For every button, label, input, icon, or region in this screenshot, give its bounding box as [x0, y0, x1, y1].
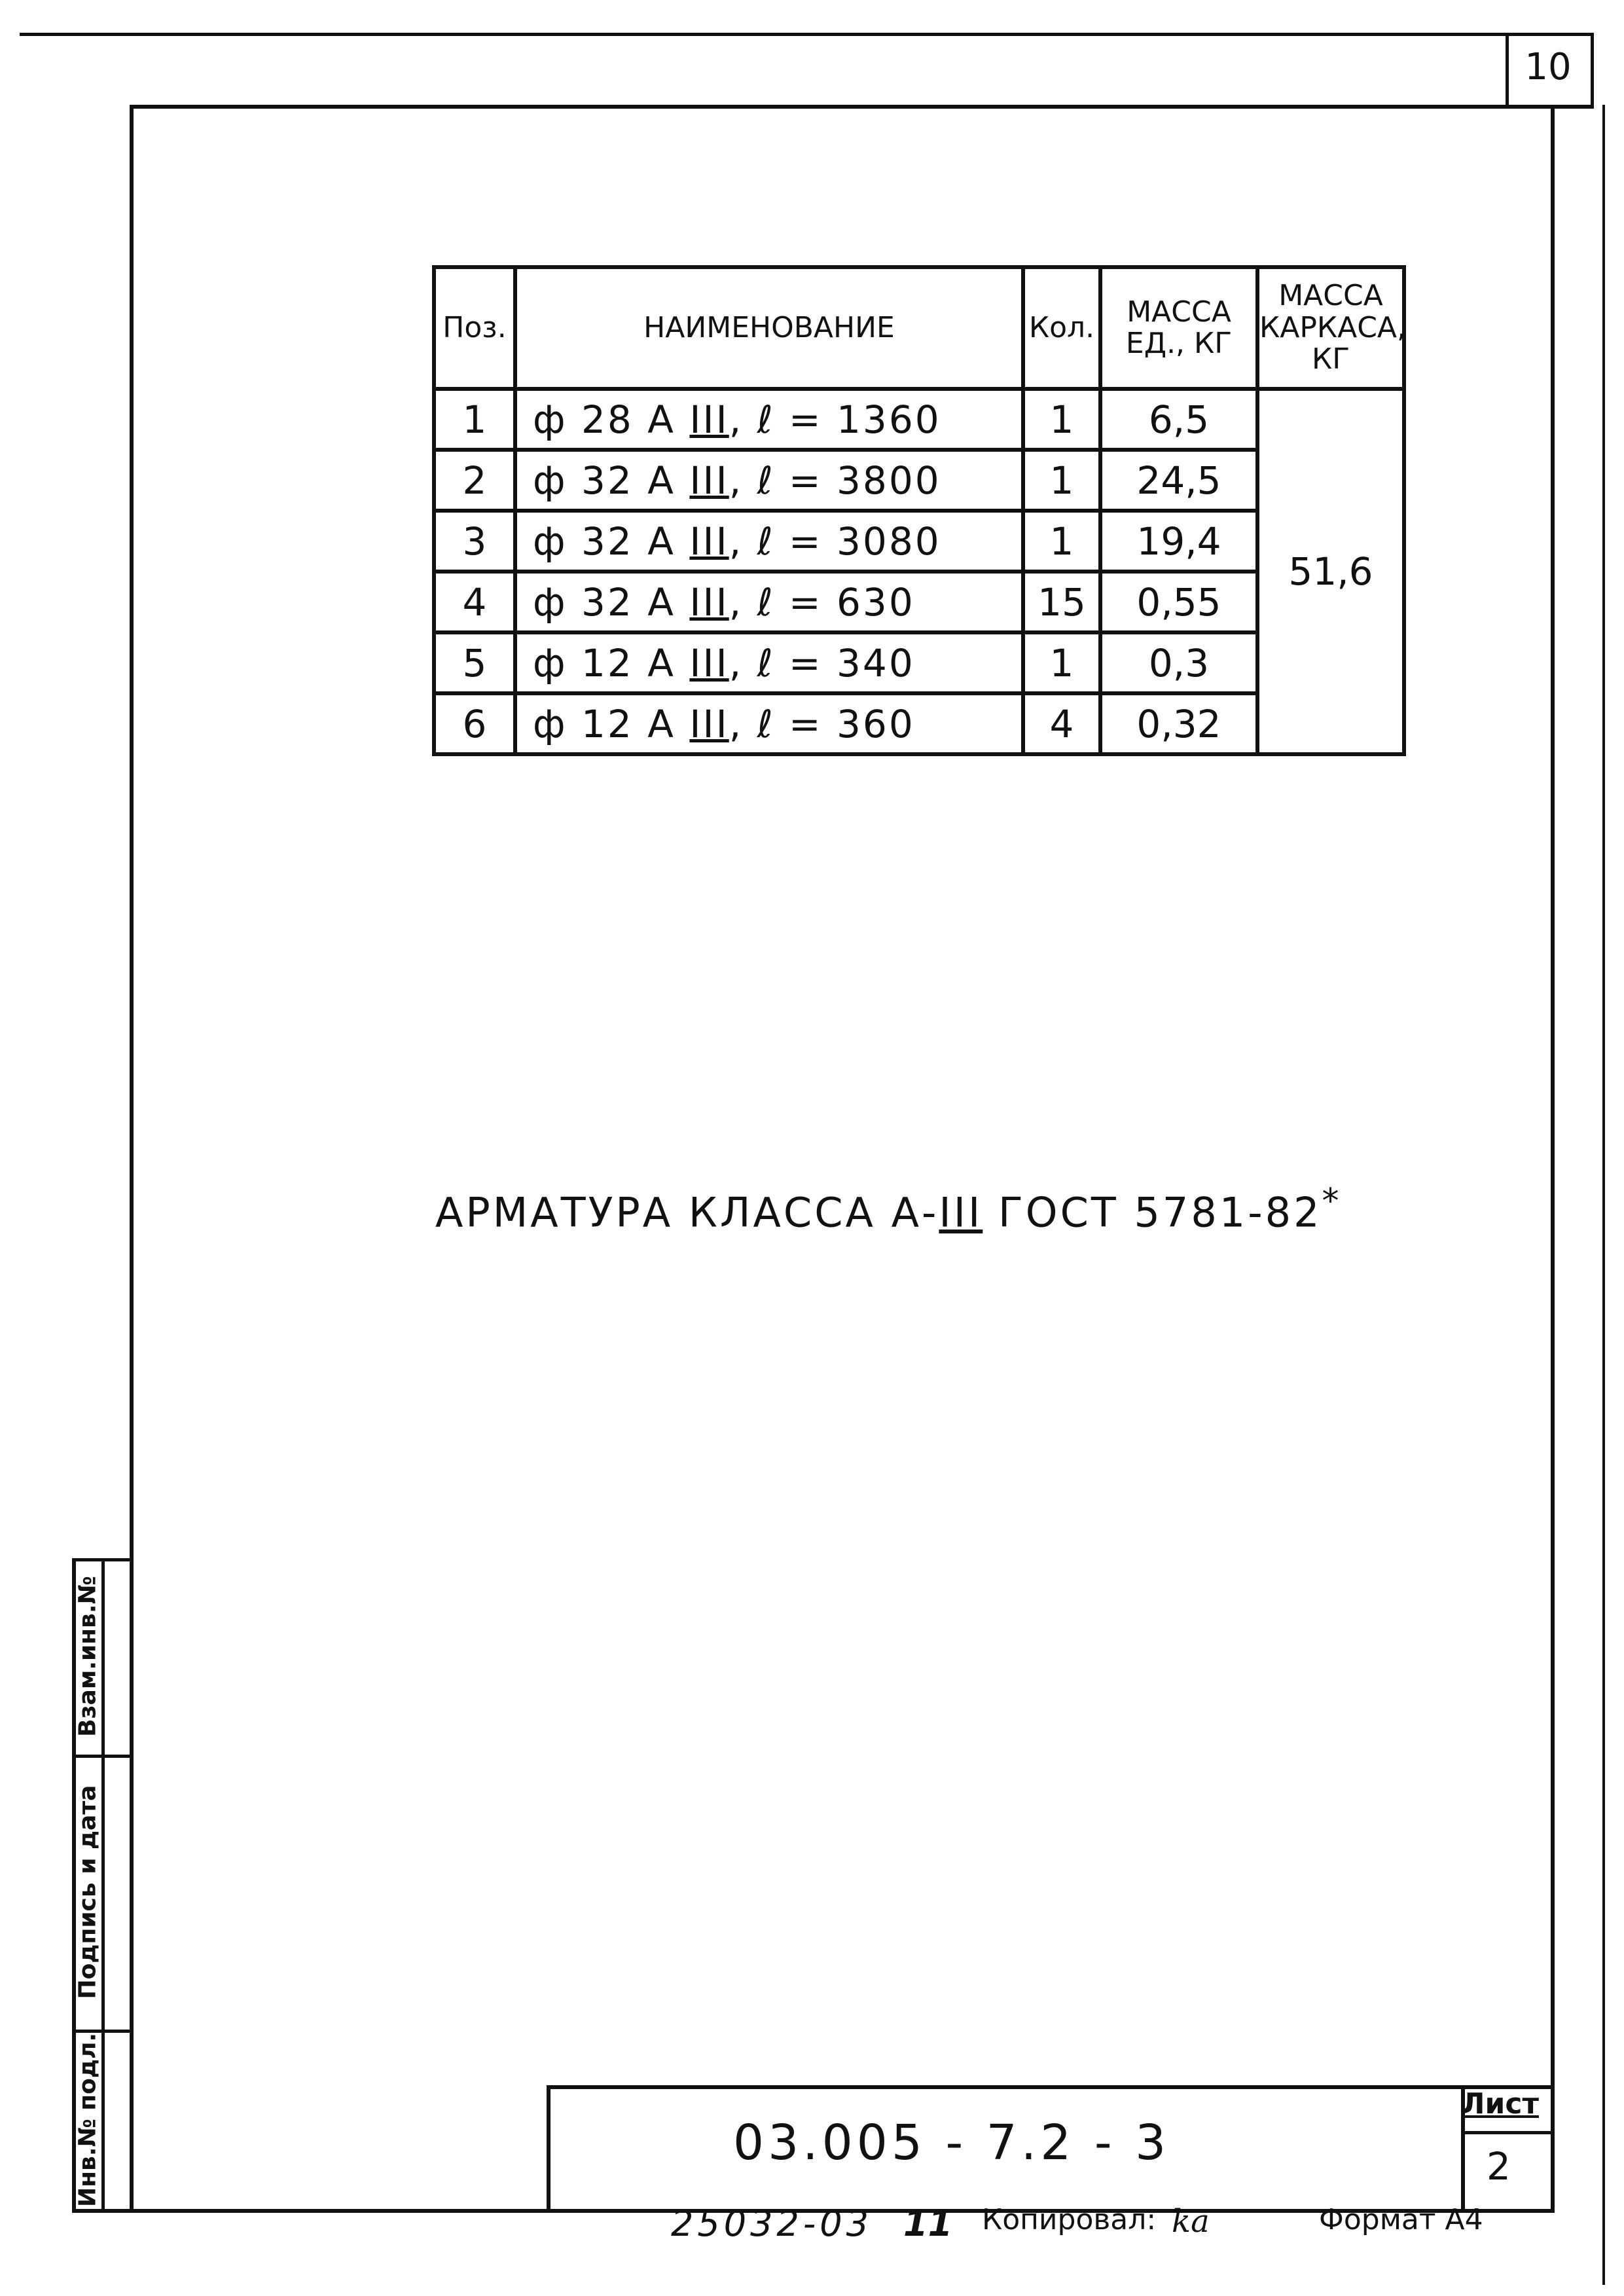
cell-qty: 4 [1023, 693, 1100, 754]
sidebar-sep-1 [72, 1755, 134, 1758]
cell-unit-mass: 24,5 [1100, 450, 1257, 511]
specification-table [432, 265, 1406, 756]
cell-pos: 1 [434, 389, 515, 450]
steel-grade: III [689, 397, 729, 442]
cell-name [515, 389, 1023, 450]
cell-pos: 6 [434, 693, 515, 754]
bar-spec: ф 32 А [533, 458, 690, 503]
cell-qty: 1 [1023, 511, 1100, 572]
steel-grade: III [689, 519, 729, 564]
steel-grade: III [689, 579, 729, 625]
title-block-left [547, 2085, 550, 2213]
bar-length: , ℓ = 3800 [729, 458, 941, 503]
footer-order-number: 25032-03 [671, 2203, 873, 2244]
steel-grade: III [689, 640, 729, 685]
frame-right [1551, 105, 1555, 2213]
bar-spec: ф 32 А [533, 579, 690, 625]
header-pos: Поз. [434, 267, 515, 389]
cell-qty: 15 [1023, 572, 1100, 632]
sheet-number: 2 [1487, 2144, 1511, 2189]
document-number: 03.005 - 7.2 - 3 [733, 2115, 1170, 2171]
cell-name [515, 511, 1023, 572]
bar-length: , ℓ = 3080 [729, 519, 941, 564]
outer-right-line [1602, 105, 1605, 2285]
steel-grade: III [689, 701, 729, 746]
cell-qty: 1 [1023, 450, 1100, 511]
bar-spec: ф 28 А [533, 397, 690, 442]
sidebar-divider [101, 1558, 105, 2213]
note-standard: ГОСТ 5781-82 [983, 1188, 1322, 1237]
footer-copier-signature: ka [1172, 2203, 1210, 2240]
title-block-top [547, 2085, 1555, 2089]
cell-pos: 5 [434, 632, 515, 693]
header-qty: Кол. [1023, 267, 1100, 389]
title-block-sheet-sep [1461, 2131, 1555, 2134]
cell-name [515, 693, 1023, 754]
note-steel-grade: III [939, 1188, 983, 1237]
sidebar-top [72, 1558, 134, 1561]
bar-spec: ф 12 А [533, 701, 690, 746]
cell-unit-mass: 0,55 [1100, 572, 1257, 632]
cell-qty: 1 [1023, 632, 1100, 693]
top-border-line [20, 33, 1594, 36]
bar-length: , ℓ = 630 [729, 579, 915, 625]
page-number: 10 [1525, 46, 1572, 88]
frame-top [130, 105, 1594, 109]
cell-pos: 2 [434, 450, 515, 511]
page-number-box-right [1591, 33, 1594, 105]
footer-mark: 11 [903, 2203, 953, 2244]
steel-grade: III [689, 458, 729, 503]
cell-unit-mass: 0,3 [1100, 632, 1257, 693]
cell-frame-mass: 51,6 [1257, 389, 1404, 754]
cell-qty: 1 [1023, 389, 1100, 450]
cell-unit-mass: 19,4 [1100, 511, 1257, 572]
bar-length: , ℓ = 340 [729, 640, 915, 685]
note-asterisk: * [1322, 1182, 1342, 1221]
bar-spec: ф 32 А [533, 519, 690, 564]
frame-left [130, 105, 134, 2213]
bar-length: , ℓ = 360 [729, 701, 915, 746]
bar-length: , ℓ = 1360 [729, 397, 941, 442]
header-unit-mass: МАССА ЕД., КГ [1100, 267, 1257, 389]
cell-unit-mass: 6,5 [1100, 389, 1257, 450]
table-header-row [434, 267, 1404, 389]
bar-spec: ф 12 А [533, 640, 690, 685]
sheet-label: Лист [1461, 2087, 1539, 2121]
footer-copied-label: Копировал: [982, 2203, 1157, 2236]
cell-name [515, 572, 1023, 632]
header-name: НАИМЕНОВАНИЕ [515, 267, 1023, 389]
footer-format: Формат А4 [1319, 2203, 1483, 2236]
header-frame-mass: МАССА КАРКАСА, КГ [1257, 267, 1404, 389]
cell-pos: 4 [434, 572, 515, 632]
cell-name [515, 632, 1023, 693]
cell-name [515, 450, 1023, 511]
reinforcement-note [435, 1182, 1342, 1237]
table-row [434, 389, 1404, 450]
note-text: АРМАТУРА КЛАССА А- [435, 1188, 939, 1237]
cell-pos: 3 [434, 511, 515, 572]
cell-unit-mass: 0,32 [1100, 693, 1257, 754]
